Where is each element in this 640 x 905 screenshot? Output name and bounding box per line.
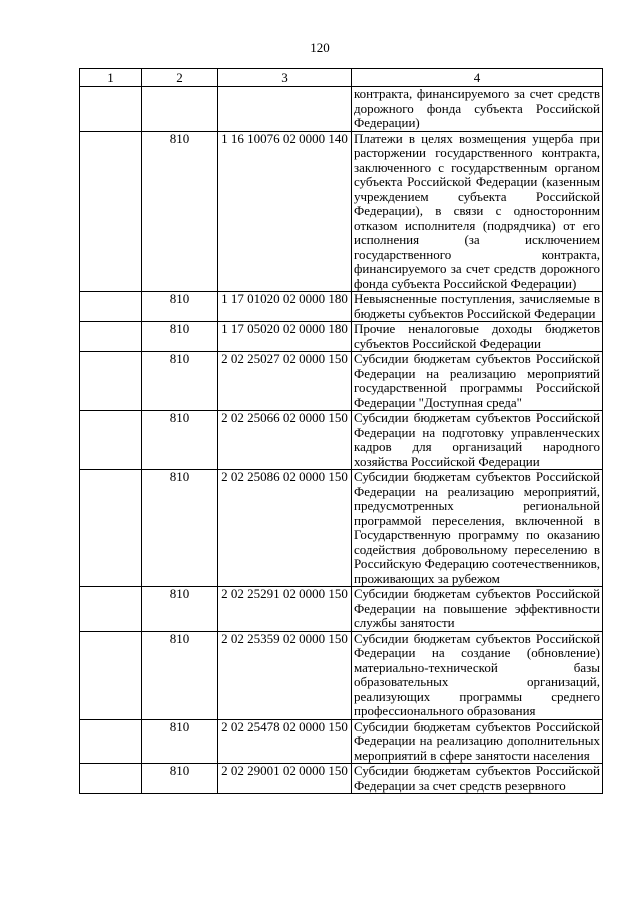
column-header-1: 1 [80,69,142,87]
admin-code-cell: 810 [142,470,218,587]
table-row [80,470,603,587]
revenue-description-cell: Прочие неналоговые доходы бюджетов субъектов Российской Федерации [352,322,603,352]
budget-classification-code-cell: 2 02 25086 02 0000 150 [218,470,352,587]
revenue-description-cell: Субсидии бюджетам субъектов Российской Федерации на повышение эффективности службы занятости [352,587,603,632]
table-row [80,587,603,632]
row-number-cell [80,631,142,719]
budget-classification-code-cell: 2 02 25066 02 0000 150 [218,411,352,470]
row-number-cell [80,719,142,764]
admin-code-cell [142,87,218,132]
table-row [80,764,603,794]
revenue-description-cell: контракта, финансируемого за счет средств дорожного фонда субъекта Российской Федерации) [352,87,603,132]
budget-classification-code-cell: 1 16 10076 02 0000 140 [218,131,352,292]
table-body [80,87,603,794]
revenue-description-cell: Субсидии бюджетам субъектов Российской Федерации на подготовку управленческих кадров для организаций народного хозяйства Российской Федерации [352,411,603,470]
row-number-cell [80,764,142,794]
column-header-3: 3 [218,69,352,87]
budget-classification-code-cell: 2 02 29001 02 0000 150 [218,764,352,794]
table-row [80,719,603,764]
revenue-description-cell: Субсидии бюджетам субъектов Российской Федерации на реализацию мероприятий государственной программы Российской Федерации "Доступная среда" [352,352,603,411]
revenue-description-cell: Субсидии бюджетам субъектов Российской Федерации на создание (обновление) материально-технической базы образовательных организаций, реализующих программы среднего профессионального образования [352,631,603,719]
table-row [80,292,603,322]
admin-code-cell: 810 [142,587,218,632]
row-number-cell [80,131,142,292]
revenue-description-cell: Субсидии бюджетам субъектов Российской Федерации на реализацию мероприятий, предусмотренных региональной программой переселения, включенной в Государственную программу по оказанию содействия добровольному переселению в Российскую Федерацию соотечественников, проживающих за рубежом [352,470,603,587]
budget-classification-code-cell: 2 02 25478 02 0000 150 [218,719,352,764]
table-row [80,352,603,411]
column-header-4: 4 [352,69,603,87]
row-number-cell [80,470,142,587]
budget-classification-code-cell: 1 17 05020 02 0000 180 [218,322,352,352]
row-number-cell [80,352,142,411]
table-row [80,631,603,719]
table-row [80,131,603,292]
table-row [80,322,603,352]
row-number-cell [80,87,142,132]
row-number-cell [80,411,142,470]
budget-classification-code-cell: 2 02 25291 02 0000 150 [218,587,352,632]
table-row [80,87,603,132]
admin-code-cell: 810 [142,322,218,352]
admin-code-cell: 810 [142,352,218,411]
admin-code-cell: 810 [142,631,218,719]
row-number-cell [80,322,142,352]
budget-classification-code-cell: 2 02 25359 02 0000 150 [218,631,352,719]
budget-classification-code-cell: 2 02 25027 02 0000 150 [218,352,352,411]
revenue-description-cell: Платежи в целях возмещения ущерба при расторжении государственного контракта, заключенного с государственным органом субъекта Российской Федерации (казенным учреждением субъекта Российской Федерации), в связи с односторонним отказом исполнителя (подрядчика) от его исполнения (за исключением государственного контракта, финансируемого за счет средств дорожного фонда субъекта Российской Федерации) [352,131,603,292]
revenue-description-cell: Невыясненные поступления, зачисляемые в бюджеты субъектов Российской Федерации [352,292,603,322]
admin-code-cell: 810 [142,719,218,764]
table-row [80,411,603,470]
revenue-description-cell: Субсидии бюджетам субъектов Российской Федерации за счет средств резервного [352,764,603,794]
revenue-description-cell: Субсидии бюджетам субъектов Российской Федерации на реализацию дополнительных мероприятий в сфере занятости населения [352,719,603,764]
revenue-codes-table [79,68,603,794]
admin-code-cell: 810 [142,764,218,794]
admin-code-cell: 810 [142,411,218,470]
column-header-2: 2 [142,69,218,87]
admin-code-cell: 810 [142,292,218,322]
budget-classification-code-cell [218,87,352,132]
table-header-row [80,69,603,87]
page-number: 120 [310,40,330,55]
budget-classification-code-cell: 1 17 01020 02 0000 180 [218,292,352,322]
row-number-cell [80,292,142,322]
row-number-cell [80,587,142,632]
admin-code-cell: 810 [142,131,218,292]
